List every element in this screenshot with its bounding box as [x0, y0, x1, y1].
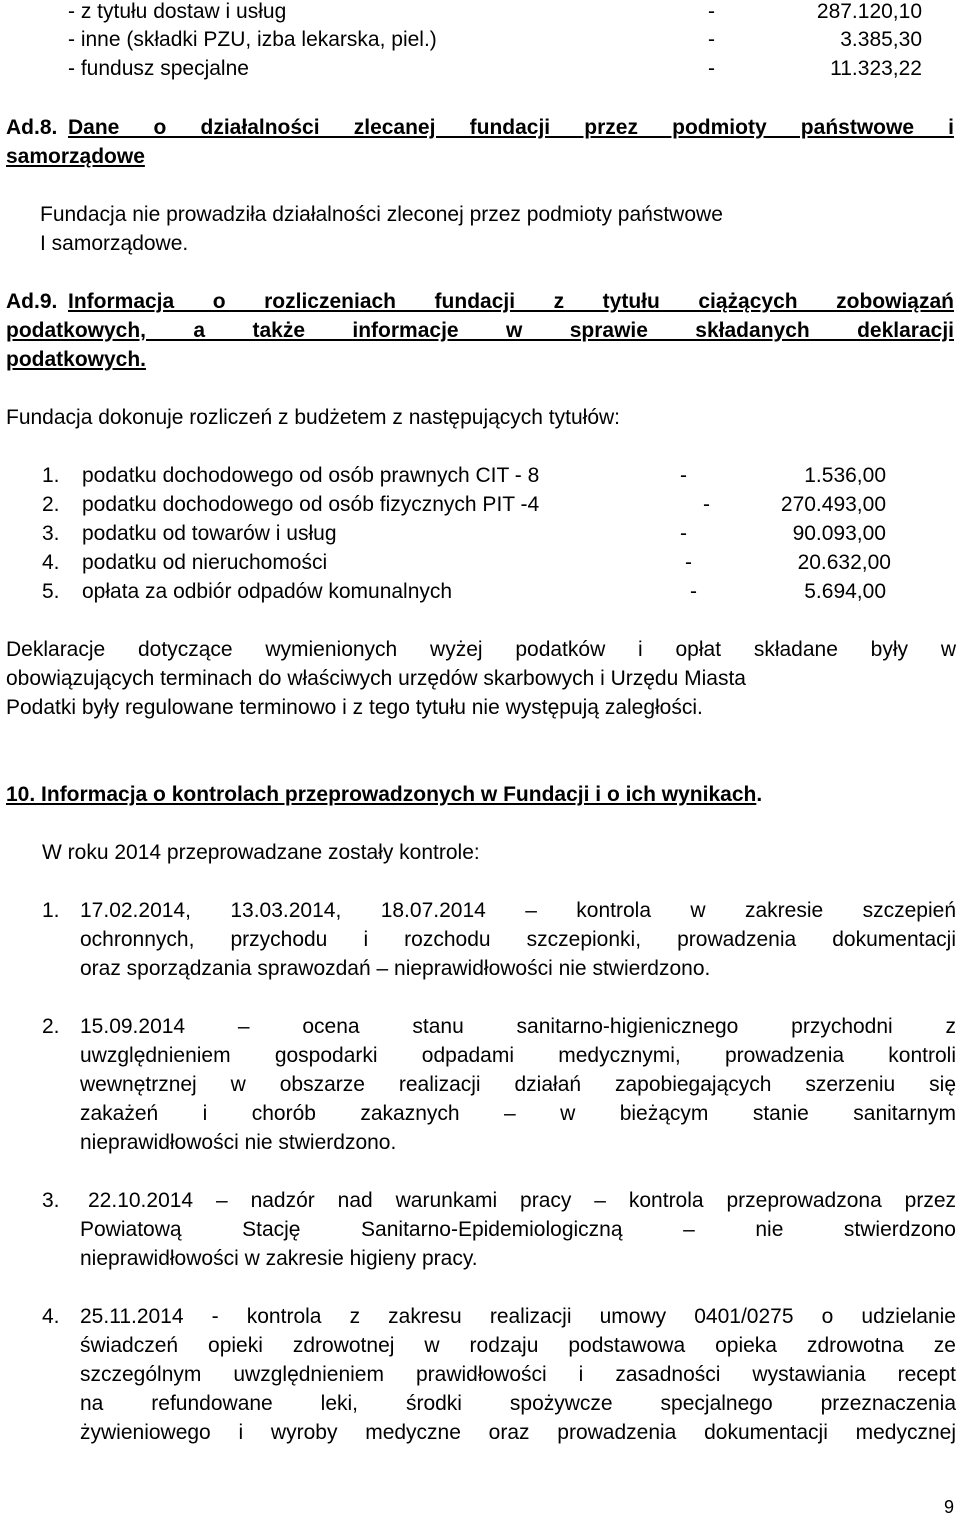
control-item-no: 1.	[42, 899, 60, 922]
control-item-no: 2.	[42, 1015, 60, 1038]
tax-item-value: 90.093,00	[792, 522, 886, 545]
tax-item-no: 2.	[42, 493, 60, 516]
tax-item-no: 3.	[42, 522, 60, 545]
control-item-line: Powiatową Stację Sanitarno-Epidemiologiczną – nie stwierdzono	[80, 1218, 956, 1241]
control-item-line: uwzględnieniem gospodarki odpadami medycznymi, prowadzenia kontroli	[80, 1044, 956, 1067]
control-item-no: 4.	[42, 1305, 60, 1328]
control-item-no: 3.	[42, 1189, 60, 1212]
tax-item-no: 4.	[42, 551, 60, 574]
declaration-line-2: obowiązujących terminach do właściwych urzędów skarbowych i Urzędu Miasta	[6, 667, 746, 690]
section-10-heading: 10. Informacja o kontrolach przeprowadzonych w Fundacji i o ich wynikach	[6, 783, 757, 806]
control-item-line: wewnętrznej w obszarze realizacji działań zapobiegających szerzeniu się	[80, 1073, 956, 1096]
top-list-sep-1: -	[708, 0, 715, 23]
control-item-line: na refundowane leki, środki spożywcze specjalnego przeznaczenia	[80, 1392, 956, 1415]
top-list-item-3: - fundusz specjalne	[68, 57, 249, 80]
tax-item-value: 20.632,00	[797, 551, 891, 574]
section-10-heading-period: .	[756, 783, 763, 806]
declaration-line-1: Deklaracje dotyczące wymienionych wyżej podatków i opłat składane były w	[6, 638, 956, 661]
ad9-intro: Fundacja dokonuje rozliczeń z budżetem z następujących tytułów:	[6, 406, 621, 429]
ad8-body-line-2: I samorządowe.	[40, 232, 189, 255]
control-item-line: żywieniowego i wyroby medyczne oraz prowadzenia dokumentacji medycznej	[80, 1421, 956, 1444]
tax-item-name: podatku dochodowego od osób fizycznych PIT -4	[82, 493, 540, 516]
ad9-heading-line-2: podatkowych, a także informacje w sprawie składanych deklaracji	[6, 319, 954, 342]
tax-item-no: 5.	[42, 580, 60, 603]
control-item-line: nieprawidłowości w zakresie higieny pracy.	[80, 1247, 478, 1270]
ad8-body-line-1: Fundacja nie prowadziła działalności zleconej przez podmioty państwowe	[40, 203, 723, 226]
tax-item-sep: -	[690, 580, 697, 603]
tax-item-value: 1.536,00	[804, 464, 886, 487]
section-10-heading-wrap	[6, 783, 762, 807]
top-list-value-2: 3.385,30	[840, 28, 922, 51]
tax-item-value: 5.694,00	[804, 580, 886, 603]
top-list-sep-3: -	[708, 57, 715, 80]
ad8-label: Ad.8.	[6, 116, 58, 139]
top-list-value-1: 287.120,10	[816, 0, 922, 23]
control-item-line: 25.11.2014 - kontrola z zakresu realizacji umowy 0401/0275 o udzielanie	[80, 1305, 956, 1328]
control-item-line: oraz sporządzania sprawozdań – nieprawidłowości nie stwierdzono.	[80, 957, 711, 980]
control-item-line: 22.10.2014 – nadzór nad warunkami pracy – kontrola przeprowadzona przez	[88, 1189, 956, 1212]
tax-item-name: podatku od towarów i usług	[82, 522, 337, 545]
ad9-heading-line-3: podatkowych.	[6, 348, 147, 371]
ad9-heading-line-1: Informacja o rozliczeniach fundacji z tytułu ciążących zobowiązań	[68, 290, 954, 313]
tax-item-value: 270.493,00	[780, 493, 886, 516]
control-item-line: zakażeń i chorób zakaznych – w bieżącym stanie sanitarnym	[80, 1102, 956, 1125]
tax-item-sep: -	[680, 522, 687, 545]
control-item-line: szczególnym uwzględnieniem prawidłowości i zasadności wystawiania recept	[80, 1363, 956, 1386]
top-list-value-3: 11.323,22	[830, 57, 922, 80]
control-item-line: nieprawidłowości nie stwierdzono.	[80, 1131, 397, 1154]
tax-item-sep: -	[685, 551, 692, 574]
top-list-sep-2: -	[708, 28, 715, 51]
section-10-intro: W roku 2014 przeprowadzane zostały kontrole:	[42, 841, 480, 864]
top-list-item-2: - inne (składki PZU, izba lekarska, piel.)	[68, 28, 437, 51]
page-number: 9	[944, 1497, 955, 1517]
ad8-heading-line-1: Dane o działalności zlecanej fundacji przez podmioty państwowe i	[68, 116, 954, 139]
declaration-line-3: Podatki były regulowane terminowo i z tego tytułu nie występują zaległości.	[6, 696, 703, 719]
tax-item-sep: -	[680, 464, 687, 487]
tax-item-name: podatku od nieruchomości	[82, 551, 328, 574]
control-item-line: ochronnych, przychodu i rozchodu szczepionki, prowadzenia dokumentacji	[80, 928, 956, 951]
control-item-line: 17.02.2014, 13.03.2014, 18.07.2014 – kontrola w zakresie szczepień	[80, 899, 956, 922]
control-item-line: 15.09.2014 – ocena stanu sanitarno-higienicznego przychodni z	[80, 1015, 956, 1038]
top-list-item-1: - z tytułu dostaw i usług	[68, 0, 287, 23]
tax-item-sep: -	[703, 493, 710, 516]
control-item-line: świadczeń opieki zdrowotnej w rodzaju podstawowa opieka zdrowotna ze	[80, 1334, 956, 1357]
tax-item-no: 1.	[42, 464, 60, 487]
ad9-label: Ad.9.	[6, 290, 58, 313]
ad8-heading-line-2: samorządowe	[6, 145, 145, 168]
tax-item-name: opłata za odbiór odpadów komunalnych	[82, 580, 453, 603]
tax-item-name: podatku dochodowego od osób prawnych CIT - 8	[82, 464, 540, 487]
